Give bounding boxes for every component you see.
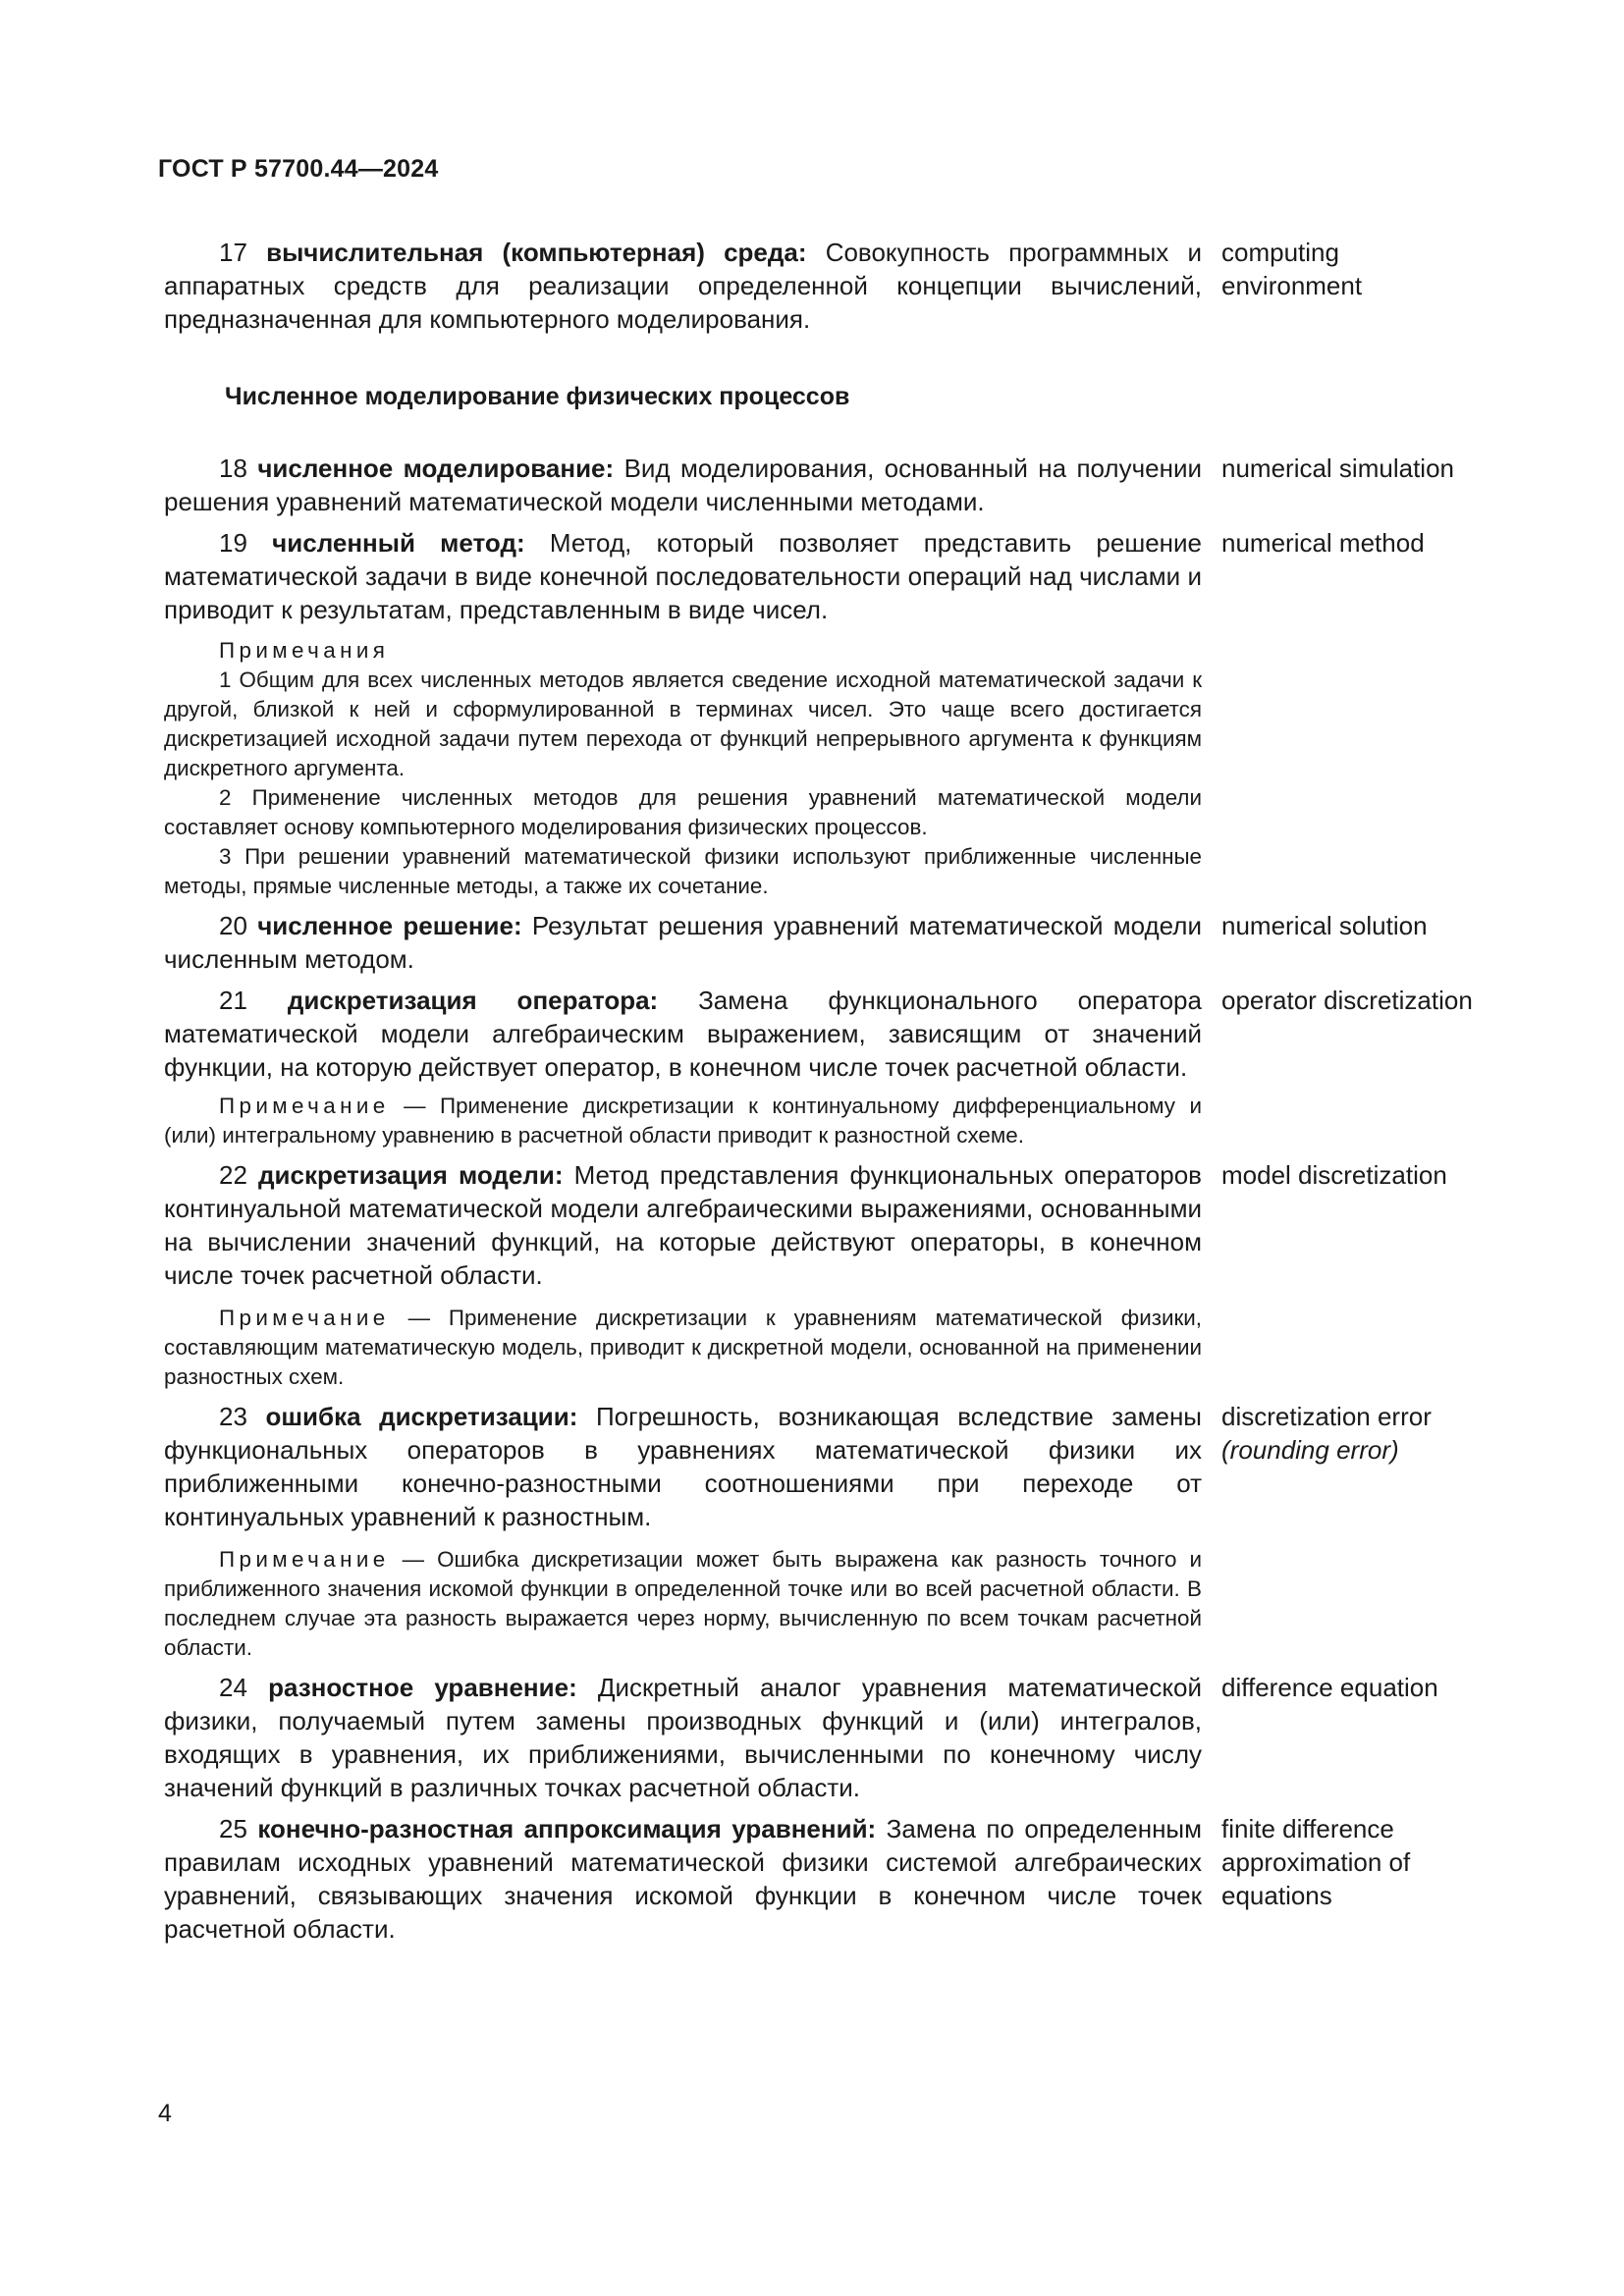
english-equivalent: numerical simulation (1221, 454, 1454, 483)
term-name: численное моделирование: (257, 454, 615, 483)
term-text: Замена по определенным правилам исходных уравнений математической физики системой алгебраических уравнений, связывающих значения искомой функции в конечном числе точек расчетной области. (164, 1814, 1202, 1944)
term-definition (164, 452, 1202, 518)
term-entry-18 (164, 452, 1480, 518)
term-number: 18 (219, 454, 247, 483)
note-item: 1 Общим для всех численных методов является сведение исходной математической задачи к другой, близкой к ней и сформулированной в терминах чисел. Это чаще всего достигается дискретизацией исходной задачи путем перехода от функций непрерывного аргумента к функциям дискретного аргумента. (164, 667, 1202, 780)
note-text: — Применение дискретизации к континуальному дифференциальному и (или) интегральному уравнению в расчетной области приводит к разностной схеме. (164, 1094, 1202, 1148)
term-text: Метод представления функциональных операторов континуальной математической модели алгебраическими выражениями, основанными на вычислении значений функций, на которые действуют операторы, в конечном числе точек расчетной области. (164, 1160, 1202, 1290)
english-term: discretization error (1221, 1402, 1432, 1431)
term-name: конечно-разностная аппроксимация уравнений: (257, 1814, 877, 1843)
term-definition (164, 1812, 1202, 1946)
term-name: ошибка дискретизации: (265, 1402, 578, 1431)
term-name: разностное уравнение: (268, 1673, 577, 1702)
term-number: 22 (219, 1160, 247, 1190)
english-equivalent: model discretization (1221, 1160, 1447, 1190)
term-name: численное решение: (257, 911, 522, 940)
note-label: Примечание (219, 1547, 390, 1572)
term-entry-22 (164, 1158, 1480, 1292)
term-definition (164, 909, 1202, 976)
term-definition (164, 1158, 1202, 1292)
note-block-23 (164, 1545, 1202, 1663)
term-entry-21 (164, 984, 1480, 1084)
english-equivalent: operator discretization (1221, 986, 1473, 1015)
note-label: Примечание (219, 1306, 390, 1330)
note-text: — Ошибка дискретизации может быть выражена как разность точного и приближенного значения искомой функции в определенной точке или во всей расчетной области. В последнем случае эта разность выражается через норму, вычисленную по всем точкам расчетной области. (164, 1547, 1202, 1660)
term-entry-24 (164, 1671, 1480, 1804)
term-name: дискретизация оператора: (287, 986, 659, 1015)
term-number: 17 (219, 238, 247, 267)
note-block-22 (164, 1304, 1202, 1392)
english-equivalent: numerical method (1221, 528, 1425, 558)
note-label: Примечание (219, 1094, 390, 1118)
term-entry-20 (164, 909, 1480, 976)
section-title: Численное моделирование физических процессов (225, 383, 850, 410)
term-number: 24 (219, 1673, 247, 1702)
term-number: 23 (219, 1402, 247, 1431)
term-entry-19 (164, 526, 1480, 626)
note-block-21 (164, 1092, 1202, 1150)
term-number: 21 (219, 986, 247, 1015)
term-number: 20 (219, 911, 247, 940)
page-number: 4 (158, 2100, 172, 2127)
term-text: Погрешность, возникающая вследствие замены функциональных операторов в уравнениях математической физики их приближенными конечно-разностными соотношениями при переходе от континуальных уравнений к разностным. (164, 1402, 1202, 1531)
document-header: ГОСТ Р 57700.44—2024 (158, 155, 439, 183)
english-equivalent: computing environment (1221, 238, 1363, 300)
english-equivalent: difference equation (1221, 1673, 1438, 1702)
term-number: 25 (219, 1814, 247, 1843)
term-entry-23 (164, 1400, 1480, 1533)
term-entry-25 (164, 1812, 1480, 1946)
note-item: 2 Применение численных методов для решения уравнений математической модели составляет основу компьютерного моделирования физических процессов. (164, 785, 1202, 839)
term-text: Метод, который позволяет представить решение математической задачи в виде конечной последовательности операций над числами и приводит к результатам, представленным в виде чисел. (164, 528, 1202, 624)
term-text: Дискретный аналог уравнения математической физики, получаемый путем замены производных функций и (или) интегралов, входящих в уравнения, их приближениями, вычисленными по конечному числу значений функций в различных точках расчетной области. (164, 1673, 1203, 1802)
term-name: численный метод: (272, 528, 525, 558)
term-text: Совокупность программных и аппаратных средств для реализации определенной концепции вычислений, предназначенная для компьютерного моделирования. (164, 238, 1202, 334)
note-label: Примечания (219, 638, 390, 663)
term-text: Результат решения уравнений математической модели численным методом. (164, 911, 1202, 974)
english-equivalent: finite difference approximation of equations (1221, 1814, 1411, 1910)
term-definition (164, 1400, 1202, 1533)
english-equivalent (1221, 1400, 1477, 1467)
note-item: 3 При решении уравнений математической физики используют приближенные численные методы, прямые численные методы, а также их сочетание. (164, 844, 1202, 898)
term-definition (164, 236, 1202, 336)
term-name: вычислительная (компьютерная) среда: (266, 238, 807, 267)
note-block-19 (164, 636, 1202, 901)
document-body (164, 236, 1480, 1946)
term-name: дискретизация модели: (258, 1160, 564, 1190)
term-text: Замена функционального оператора математической модели алгебраическим выражением, зависящим от значений функции, на которую действует оператор, в конечном числе точек расчетной области. (164, 986, 1202, 1082)
term-definition (164, 984, 1202, 1084)
english-alt-term: (rounding error) (1221, 1435, 1399, 1465)
note-text: — Применение дискретизации к уравнениям математической физики, составляющим математическую модель, приводит к дискретной модели, основанной на применении разностных схем. (164, 1306, 1202, 1389)
term-definition (164, 1671, 1202, 1804)
english-equivalent: numerical solution (1221, 911, 1428, 940)
term-definition (164, 526, 1202, 626)
term-entry-17 (164, 236, 1480, 336)
term-number: 19 (219, 528, 247, 558)
term-text: Вид моделирования, основанный на получении решения уравнений математической модели численными методами. (164, 454, 1202, 516)
